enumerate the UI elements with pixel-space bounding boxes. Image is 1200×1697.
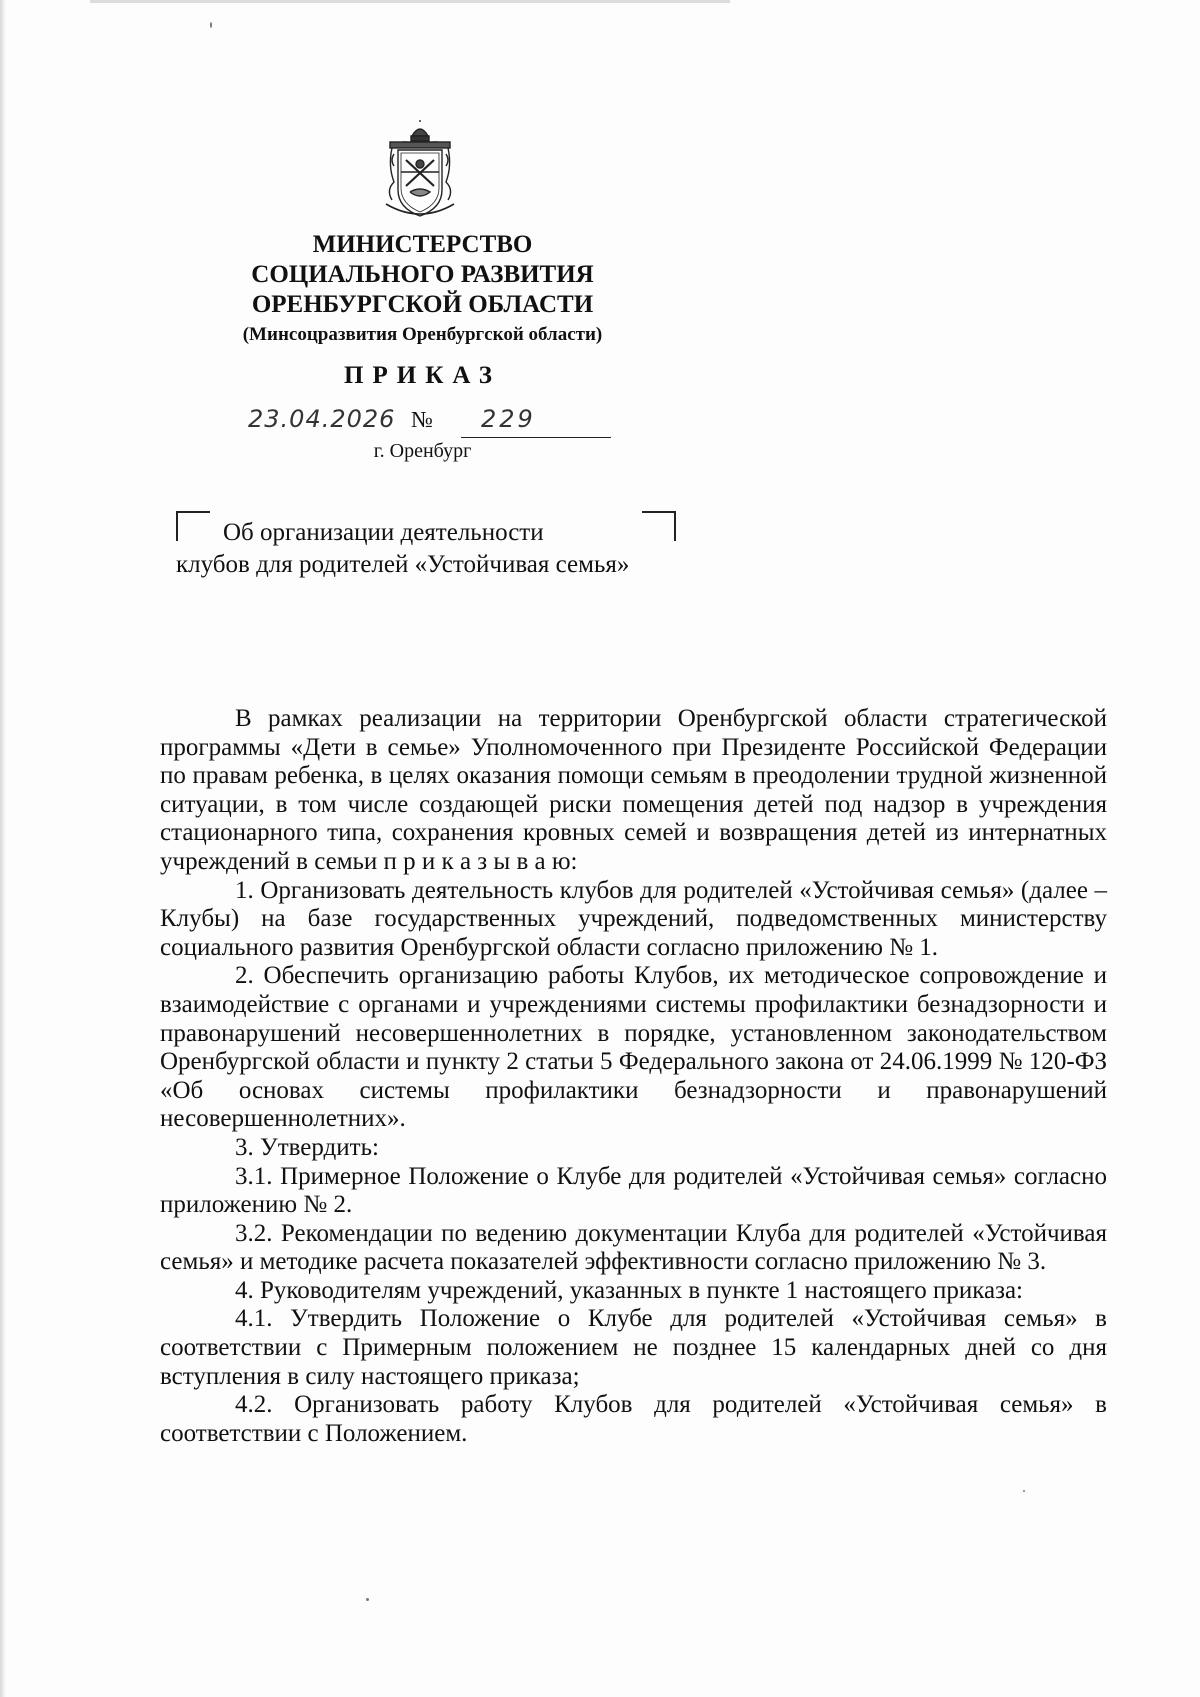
scan-shadow-edge — [0, 0, 6, 1697]
order-city: г. Оренбург — [373, 440, 472, 462]
subject-line-rest: клубов для родителей «Устойчивая семья» — [176, 551, 630, 578]
paragraph-item-4-1: 4.1. Утвердить Положение о Клубе для родителей «Устойчивая семья» в соответствии с Примерным положением не позднее 15 календарных дней со дня вступления в силу настоящего приказа; — [160, 1305, 1107, 1390]
subject-corner-right — [642, 511, 676, 541]
scan-speck — [366, 1598, 369, 1601]
paragraph-item-2: 2. Обеспечить организацию работы Клубов, их методическое сопровождение и взаимодействие с органами и учреждениями системы профилактики безнадзорности и правонарушений несовершеннолетних в порядке, установленном законодательством Оренбургской области и пункту 2 статьи 5 Федерального закона от 24.06.1999 № 120-ФЗ «Об основах системы профилактики безнадзорности и правонарушений несовершеннолетних». — [160, 962, 1107, 1133]
header-line-1: МИНИСТЕРСТВО — [312, 231, 533, 258]
ministry-header — [160, 230, 685, 348]
scan-speck — [1023, 1490, 1025, 1492]
paragraph-item-4-2: 4.2. Организовать работу Клубов для родителей «Устойчивая семья» в соответствии с Положением. — [160, 1391, 1107, 1447]
header-line-2: СОЦИАЛЬНОГО РАЗВИТИЯ — [251, 261, 594, 288]
paragraph-preamble: В рамках реализации на территории Оренбургской области стратегической программы «Дети в семье» Уполномоченного при Президенте Российской Федерации по правам ребенка, в целях оказания помощи семьям в преодолении трудной жизненной ситуации, в том числе создающей риски помещения детей под надзор в учреждения стационарного типа, сохранения кровных семей и возвращения детей из интернатных учреждений в семьи п р и к а з ы в а ю: — [160, 705, 1107, 875]
order-title: ПРИКАЗ — [344, 362, 501, 389]
paragraph-item-3-1: 3.1. Примерное Положение о Клубе для родителей «Устойчивая семья» согласно приложению № 2. — [160, 1162, 1107, 1219]
subject-line-1: Об организации деятельности — [223, 519, 544, 546]
order-number: 229 — [481, 405, 536, 433]
number-underline — [461, 437, 611, 438]
order-body — [160, 705, 1107, 1448]
coat-of-arms-icon — [382, 120, 458, 220]
paragraph-item-3-2: 3.2. Рекомендации по ведению документации Клуба для родителей «Устойчивая семья» и методике расчета показателей эффективности согласно приложению № 3. — [160, 1219, 1107, 1276]
header-line-3: ОРЕНБУРГСКОЙ ОБЛАСТИ — [251, 291, 594, 318]
number-sign: № — [411, 407, 433, 432]
paragraph-item-4: 4. Руководителям учреждений, указанных в пункте 1 настоящего приказа: — [235, 1276, 1024, 1304]
header-short-name: (Минсоцразвития Оренбургской области) — [242, 324, 603, 345]
order-date-number — [245, 405, 615, 443]
order-date: 23.04.2026 — [248, 405, 396, 433]
paragraph-item-1: 1. Организовать деятельность клубов для родителей «Устойчивая семья» (далее – Клубы) на базе государственных учреждений, подведомственных министерству социального развития Оренбургской области согласно приложению № 1. — [160, 876, 1107, 961]
scan-top-line — [90, 0, 730, 3]
paragraph-item-3: 3. Утвердить: — [235, 1133, 379, 1161]
order-subject — [176, 517, 646, 581]
scan-speck — [210, 22, 212, 28]
